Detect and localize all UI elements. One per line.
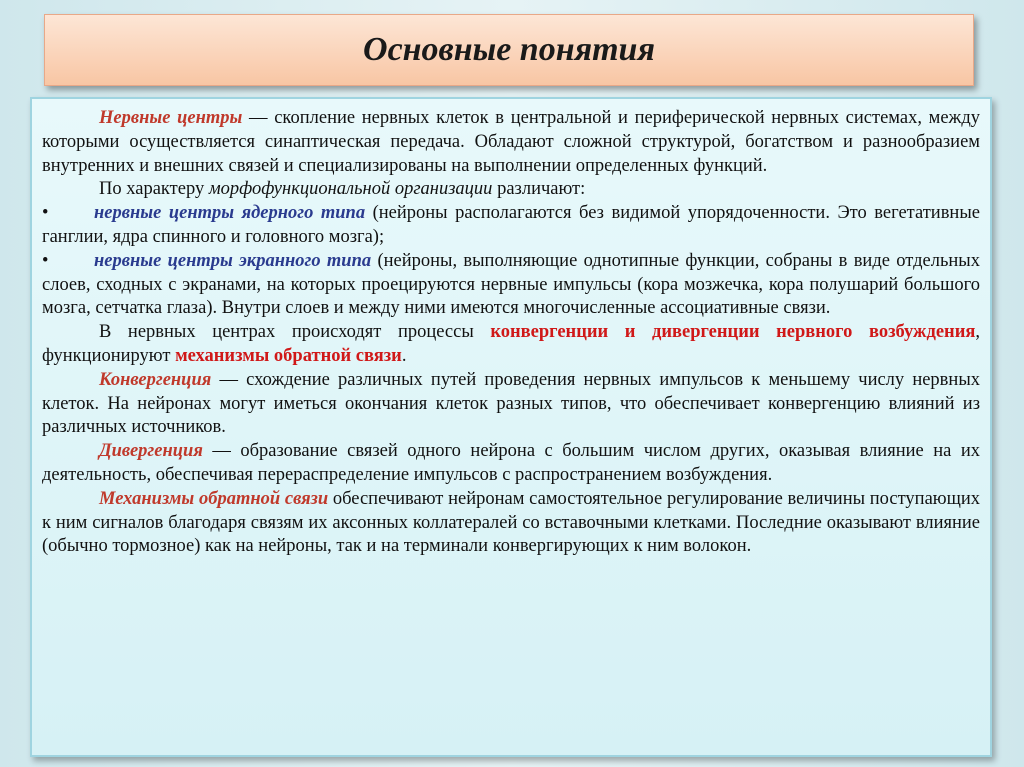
classification-text-after: различают:	[492, 179, 586, 200]
title-banner	[44, 14, 974, 86]
paragraph-classification	[42, 178, 980, 202]
bullet-screen-type	[42, 250, 980, 321]
term-screen-type: нервные центры экранного типа	[94, 250, 372, 271]
bullet-marker: •	[42, 250, 49, 271]
definition-nerve-centers: — скопление нервных клеток в центральной и периферической нервных системах, между которыми осуществляется синаптическая передача. Обладают сложной структурой, богатством и разнообразием внутренних и внешних связей и специализированы на выполнении определенных функций.	[42, 108, 980, 176]
term-feedback: Механизмы обратной связи	[99, 488, 329, 509]
text-screen-type: (нейроны, выполняющие однотипные функции, собраны в виде отдельных слоев, сходных с экранами, на которых проецируются нервные импульсы (кора мозжечка, кора полушарий большого мозга, сетчатка глаза). Внутри слоев и между ними имеются многочисленные ассоциативные связи.	[42, 250, 980, 319]
highlight-convergence-divergence: конвергенции и дивергенции нервного возбуждения	[490, 322, 976, 343]
processes-text-before: В нервных центрах происходят процессы	[99, 322, 491, 343]
processes-text-middle: , функционируют	[42, 322, 980, 366]
paragraph-divergence	[42, 440, 980, 488]
paragraph-processes	[42, 321, 980, 369]
text-nuclear-type: (нейроны располагаются без видимой упорядоченности. Это вегетативные ганглии, ядра спинного и головного мозга);	[42, 203, 980, 247]
bullet-marker: •	[42, 203, 49, 224]
highlight-feedback: механизмы обратной связи	[175, 345, 402, 366]
paragraph-feedback	[42, 488, 980, 559]
page-title: Основные понятия	[363, 31, 655, 68]
content-panel	[30, 97, 992, 757]
term-nuclear-type: нервные центры ядерного типа	[94, 203, 366, 224]
bullet-nuclear-type	[42, 202, 980, 250]
processes-text-after: .	[401, 345, 407, 366]
term-divergence: Дивергенция	[99, 441, 203, 462]
classification-text-before: По характеру	[99, 179, 209, 200]
definition-feedback: обеспечивают нейронам самостоятельное регулирование величины поступающих к ним сигналов благодаря связям их аксонных коллатералей со вставочными клетками. Последние оказывают влияние (обычно тормозное) как на нейроны, так и на терминали конвергирующих к ним волокон.	[42, 488, 980, 557]
definition-divergence: — образование связей одного нейрона с большим числом других, оказывая влияние на их деятельность, обеспечивая перераспределение импульсов с распространением возбуждения.	[42, 441, 980, 485]
term-nerve-centers: Нервные центры	[99, 108, 243, 128]
term-convergence: Конвергенция	[99, 369, 212, 390]
definition-convergence: — схождение различных путей проведения нервных импульсов к меньшему числу нервных клеток. На нейронах могут иметься окончания клеток разных типов, что обеспечивает конвергенцию влияний из различных источников.	[42, 369, 980, 438]
classification-italic: морфофункциональной организации	[208, 179, 493, 200]
paragraph-convergence	[42, 369, 980, 440]
paragraph-nerve-centers	[42, 107, 980, 178]
